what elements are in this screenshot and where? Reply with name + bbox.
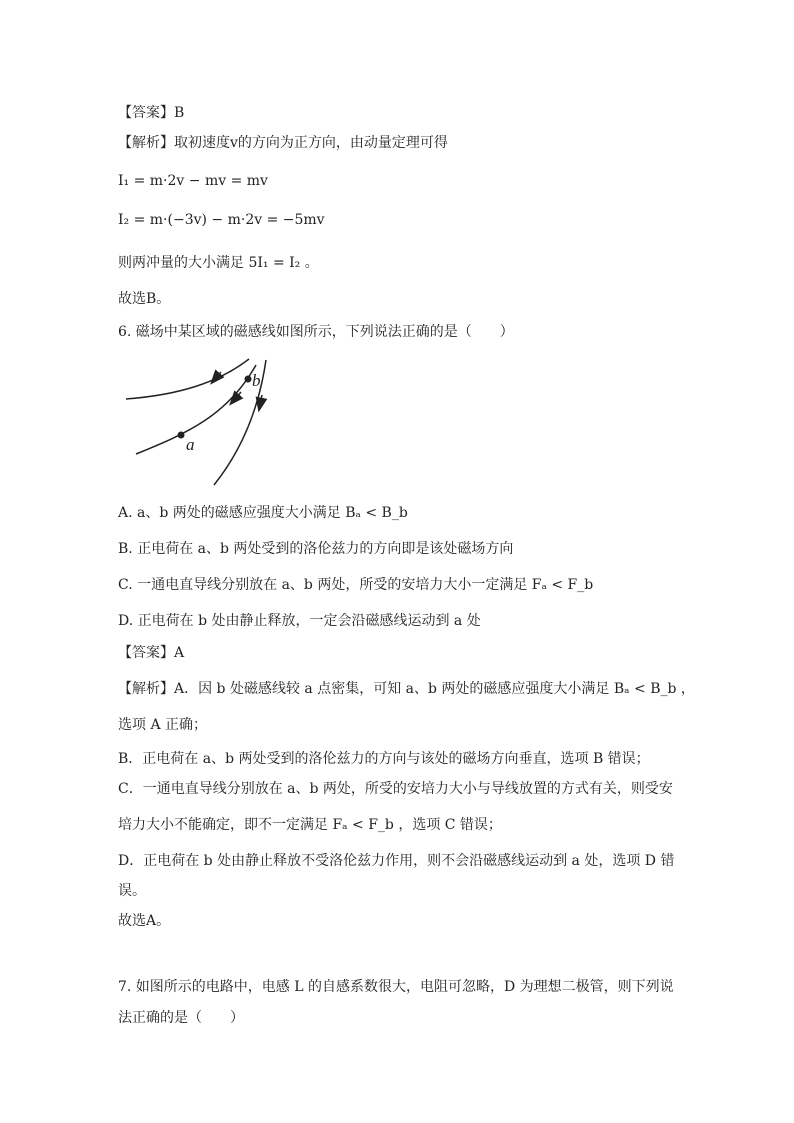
equation-1: I₁ = m·2v − mv = mv [118, 173, 268, 189]
option-d: D. 正电荷在 b 处由静止释放，一定会沿磁感线运动到 a 处 [118, 613, 481, 629]
analysis-label-6: 【解析】 [118, 681, 174, 697]
answer-line-6 [118, 643, 184, 663]
point-b-label: b [252, 371, 261, 390]
point-b-dot [245, 376, 252, 383]
option-c: C. 一通电直导线分别放在 a、b 两处，所受的安培力大小一定满足 Fₐ < F_b [118, 577, 594, 593]
question-6-stem: 6. 磁场中某区域的磁感线如图所示，下列说法正确的是（ ） [118, 324, 514, 340]
equation-2: I₂ = m·(−3v) − m·2v = −5mv [118, 212, 325, 228]
analysis-line-6-8: 故选A。 [118, 913, 171, 929]
choose-line-5: 故选B。 [118, 291, 171, 307]
answer-label-6: 【答案】 [118, 645, 174, 661]
analysis-line-6-6: D．正电荷在 b 处由静止释放不受洛伦兹力作用，则不会沿磁感线运动到 a 处，选项 D 错 [118, 853, 675, 869]
analysis-line-6-5: 培力大小不能确定，即不一定满足 Fₐ < F_b ，选项 C 错误； [118, 817, 502, 833]
option-a: A. a、b 两处的磁感应强度大小满足 Bₐ < B_b [118, 505, 408, 521]
answer-value: B [174, 105, 185, 121]
analysis-line-6-3: B．正电荷在 a、b 两处受到的洛伦兹力的方向与该处的磁场方向垂直，选项 B 错误； [118, 751, 650, 767]
question-7-line-1: 7. 如图所示的电路中，电感 L 的自感系数很大，电阻可忽略，D 为理想二极管，则下列说 [118, 979, 674, 995]
answer-line-5 [118, 103, 184, 123]
arrow-2 [234, 392, 241, 400]
field-line-2 [136, 365, 256, 454]
analysis-line-6-4: C．一通电直导线分别放在 a、b 两处，所受的安培力大小与导线放置的方式有关，则受安 [118, 781, 673, 797]
analysis-line-6-7: 误。 [118, 883, 146, 899]
answer-value-6: A [174, 645, 185, 661]
analysis-line-6-2: 选项 A 正确； [118, 717, 208, 733]
analysis-text-6-1: A．因 b 处磁感线较 a 点密集，可知 a、b 两处的磁感应强度大小满足 Bₐ < B_b ， [174, 681, 695, 697]
analysis-line-6-1 [118, 679, 695, 699]
arrow-3 [260, 395, 262, 405]
question-7-line-2: 法正确的是（ ） [118, 1010, 244, 1026]
magnetic-field-figure [118, 355, 288, 490]
answer-label: 【答案】 [118, 105, 174, 121]
point-a-label: a [186, 435, 195, 454]
analysis-label: 【解析】 [118, 135, 174, 151]
analysis-line-5 [118, 133, 448, 153]
conclusion-line: 则两冲量的大小满足 5I₁ = I₂ 。 [118, 255, 319, 271]
option-b: B. 正电荷在 a、b 两处受到的洛伦兹力的方向即是该处磁场方向 [118, 541, 514, 557]
analysis-text: 取初速度v的方向为正方向，由动量定理可得 [174, 135, 448, 151]
field-line-1 [126, 359, 249, 399]
point-a-dot [178, 432, 185, 439]
